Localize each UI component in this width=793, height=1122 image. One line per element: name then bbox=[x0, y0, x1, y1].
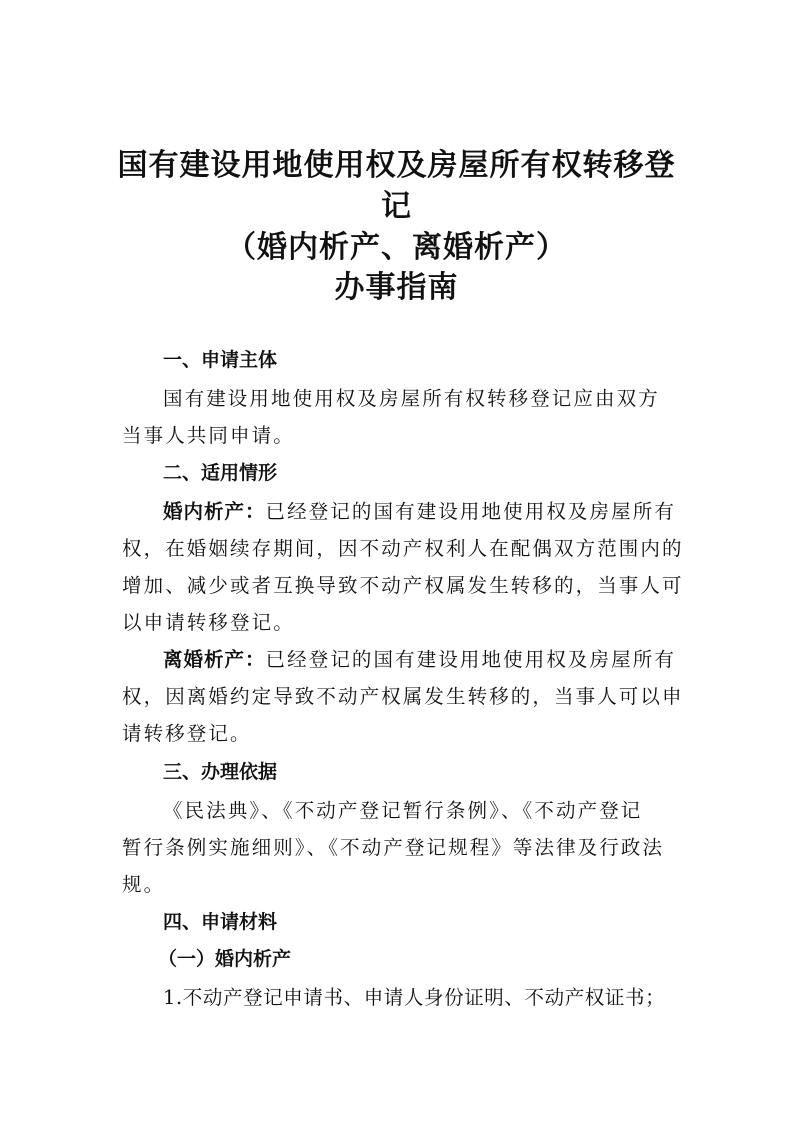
term-label-divorce-division: 离婚析产： bbox=[163, 648, 266, 671]
paragraph-line bbox=[163, 496, 676, 524]
paragraph-line: 权，因离婚约定导致不动产权属发生转移的，当事人可以申 bbox=[122, 685, 684, 708]
paragraph-text: 已经登记的国有建设用地使用权及房屋所有 bbox=[265, 500, 676, 523]
paragraph-line: 增加、减少或者互换导致不动产权属发生转移的，当事人可 bbox=[122, 574, 684, 597]
section-heading-applicant: 一、申请主体 bbox=[163, 349, 278, 371]
section-heading-materials: 四、申请材料 bbox=[163, 911, 278, 933]
document-title-guide: 办事指南 bbox=[334, 270, 459, 305]
document-subtitle: （婚内析产、离婚析产） bbox=[226, 230, 567, 265]
paragraph-line: 《民法典》、《不动产登记暂行条例》、《不动产登记 bbox=[163, 799, 643, 822]
paragraph-line: 国有建设用地使用权及房屋所有权转移登记应由双方 bbox=[163, 387, 660, 410]
subsection-heading-marital-division: （一）婚内析产 bbox=[158, 948, 292, 970]
paragraph-line: 当事人共同申请。 bbox=[122, 424, 295, 447]
paragraph-text: 已经登记的国有建设用地使用权及房屋所有 bbox=[265, 648, 676, 671]
list-item: 1.不动产登记申请书、申请人身份证明、不动产权证书； bbox=[163, 986, 666, 1009]
term-label-marital-division: 婚内析产： bbox=[163, 500, 266, 523]
document-title-line-2: 记 bbox=[381, 189, 412, 224]
paragraph-line: 以申请转移登记。 bbox=[122, 611, 295, 634]
section-heading-basis: 三、办理依据 bbox=[163, 761, 278, 783]
paragraph-line: 规。 bbox=[122, 873, 166, 896]
document-title-line-1: 国有建设用地使用权及房屋所有权转移登 bbox=[117, 148, 676, 183]
paragraph-line bbox=[163, 644, 676, 672]
paragraph-line: 请转移登记。 bbox=[122, 722, 252, 745]
paragraph-line: 权，在婚姻续存期间，因不动产权利人在配偶双方范围内的 bbox=[122, 537, 684, 560]
section-heading-scope: 二、适用情形 bbox=[163, 462, 278, 484]
paragraph-line: 暂行条例实施细则》、《不动产登记规程》等法律及行政法 bbox=[122, 836, 665, 859]
